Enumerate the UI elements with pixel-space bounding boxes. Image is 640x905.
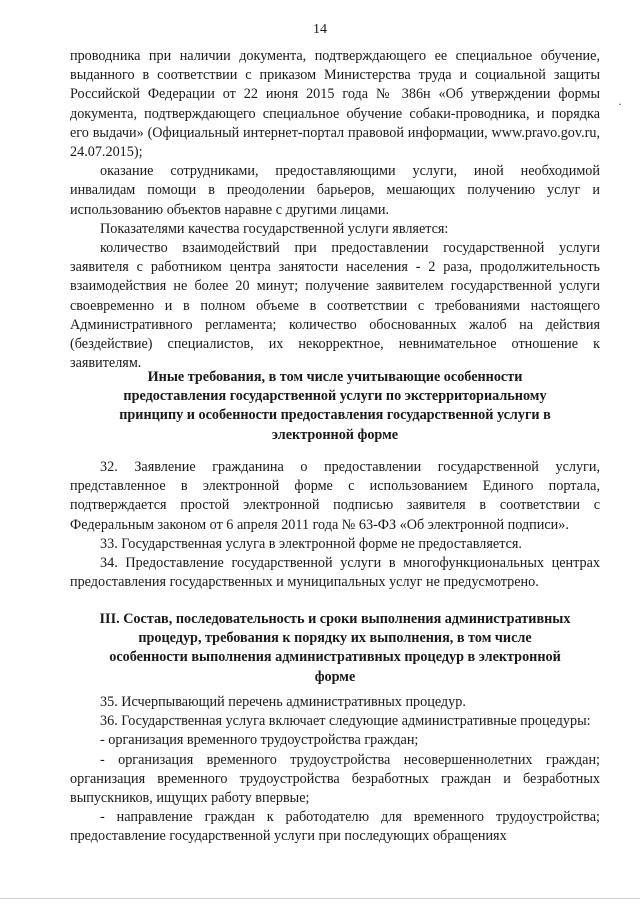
- heading-line: форме: [314, 668, 356, 685]
- heading-line: особенности выполнения административных процедур в электронной: [109, 649, 561, 666]
- paragraph-36: 36. Государственная услуга включает следующие административные процедуры:: [100, 713, 591, 730]
- paragraph-33: 33. Государственная услуга в электронной форме не предоставляется.: [100, 535, 522, 552]
- text-block-electronic: [70, 458, 600, 592]
- paragraph-guide-dog: проводника при наличии документа, подтверждающего ее специальное обучение, выданного в соответствии с приказом Министерства труда и социальной защиты Российской Федерации от 22 июня 2015 года № 386н «Об утверждении формы документа, подтверждающего специальное обучение собаки-проводника, и порядка его выдачи» (Официальный интернет-портал правовой информации, www.pravo.gov.ru, 24.07.2015);: [70, 48, 600, 161]
- scan-bottom-edge: [0, 898, 640, 899]
- paragraph-quality-indicators: Показателями качества государственной услуги является:: [100, 220, 449, 237]
- page-number: 14: [313, 22, 327, 37]
- list-item: - организация временного трудоустройства граждан;: [100, 732, 419, 749]
- heading-line: электронной форме: [271, 426, 399, 443]
- paragraph-staff-assistance: оказание сотрудниками, предоставляющими услуги, иной необходимой инвалидам помощи в преодолении барьеров, мешающих получению услуг и использованию объектов наравне с другими лицами.: [70, 163, 600, 218]
- paragraph-interaction-count: количество взаимодействий при предоставлении государственной услуги заявителя с работником центра занятости населения - 2 раза, продолжительность взаимодействия не более 20 минут; получение заявителем государственной услуги своевременно и в полном объеме в соответствии с требованиями настоящего Административного регламента; количество обоснованных жалоб на действия (бездействие) специалистов, их некорректное, невнимательное отношение к заявителям.: [70, 240, 600, 372]
- paragraph-35: 35. Исчерпывающий перечень административных процедур.: [100, 694, 466, 710]
- heading-line: процедур, требования к порядку их выполнения, в том числе: [138, 630, 532, 647]
- text-block-accessibility: [70, 47, 600, 373]
- margin-mark: ·: [618, 97, 622, 111]
- heading-line: предоставления государственной услуги по экстерриториальному: [123, 388, 547, 405]
- heading-line: принципу и особенности предоставления государственной услуги в: [119, 407, 551, 424]
- section-heading-iii: [70, 610, 600, 687]
- list-item: - организация временного трудоустройства несовершеннолетних граждан; организация временного трудоустройства безработных граждан и безработных выпускников, ищущих работу впервые;: [70, 751, 600, 807]
- heading-line: Иные требования, в том числе учитывающие особенности: [147, 369, 523, 385]
- list-item: - направление граждан к работодателю для временного трудоустройства; предоставление государственной услуги при последующих обращениях: [70, 809, 600, 845]
- text-block-procedures: [70, 693, 600, 847]
- section-heading-other-requirements: [70, 368, 600, 445]
- heading-line: III. Состав, последовательность и сроки выполнения административных: [99, 611, 571, 627]
- paragraph-32: 32. Заявление гражданина о предоставлении государственной услуги, представленное в электронной форме с использованием Единого портала, подтверждается простой электронной подписью заявителя в соответствии с Федеральным законом от 6 апреля 2011 года № 63-ФЗ «Об электронной подписи».: [70, 459, 600, 533]
- paragraph-34: 34. Предоставление государственной услуги в многофункциональных центрах предоставления государственных и муниципальных услуг не предусмотрено.: [70, 555, 600, 591]
